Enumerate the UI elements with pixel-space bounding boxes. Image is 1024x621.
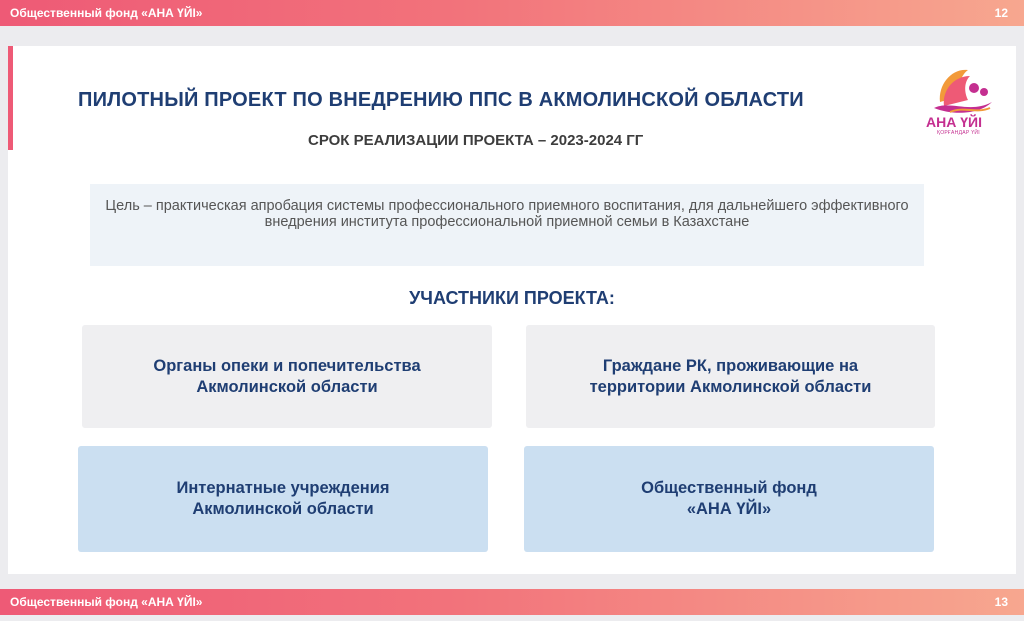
participant-card-citizens xyxy=(526,325,935,428)
slide-accent-bar xyxy=(8,46,13,150)
project-goal-text: Цель – практическая апробация системы профессионального приемного воспитания, для дальнейшего эффективного внедрения института профессиональной приемной семьи в Казахстане xyxy=(105,198,909,230)
participant-line: Акмолинской области xyxy=(196,377,378,396)
participant-card-public-foundation xyxy=(524,446,934,552)
participant-line: территории Акмолинской области xyxy=(589,377,872,396)
participant-line: Акмолинской области xyxy=(192,500,374,518)
participant-card-guardianship xyxy=(82,325,492,428)
project-goal-box xyxy=(90,184,924,266)
org-logo xyxy=(920,62,1004,144)
logo-mark-icon xyxy=(920,62,1004,118)
header-org-name: Общественный фонд «АНА ҮЙІ» xyxy=(10,6,203,20)
participant-line: «АНА ҮЙІ» xyxy=(686,500,772,518)
participant-card-boarding-institutions xyxy=(78,446,488,552)
header-page-number: 12 xyxy=(994,6,1008,20)
participant-line: Органы опеки и попечительства xyxy=(153,356,421,375)
slide-title: ПИЛОТНЫЙ ПРОЕКТ ПО ВНЕДРЕНИЮ ППС В АКМОЛИНСКОЙ ОБЛАСТИ xyxy=(78,89,804,111)
logo-name: АНА ҮЙІ xyxy=(926,114,982,130)
participant-line: Общественный фонд xyxy=(641,479,817,497)
slide xyxy=(8,46,1016,574)
participant-line: Граждане РК, проживающие на xyxy=(602,356,859,375)
footer-page-number: 13 xyxy=(994,595,1008,609)
top-page-band xyxy=(0,0,1024,26)
participants-heading: УЧАСТНИКИ ПРОЕКТА: xyxy=(409,288,615,308)
slide-subtitle: СРОК РЕАЛИЗАЦИИ ПРОЕКТА – 2023-2024 ГГ xyxy=(308,132,644,149)
footer-org-name: Общественный фонд «АНА ҮЙІ» xyxy=(10,595,203,609)
participant-line: Интернатные учреждения xyxy=(176,479,390,497)
bottom-page-band xyxy=(0,589,1024,615)
logo-tagline: ҚОРҒАНДАР ҮЙІ xyxy=(937,130,980,136)
